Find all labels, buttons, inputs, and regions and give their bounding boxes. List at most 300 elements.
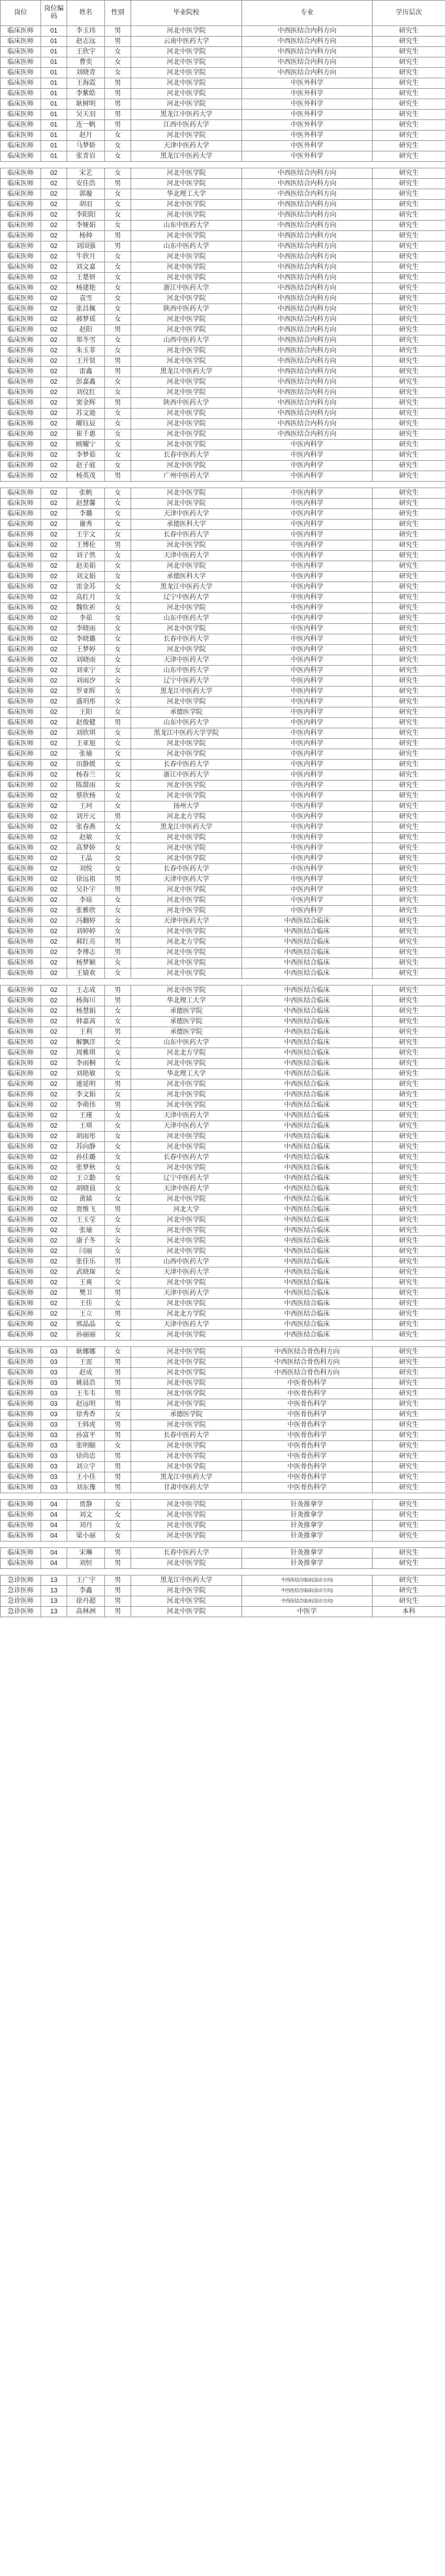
cell-major: 针灸推拿学 bbox=[242, 1521, 373, 1531]
cell-code: 02 bbox=[41, 419, 67, 429]
cell-education: 研究生 bbox=[373, 1100, 445, 1111]
cell-education: 研究生 bbox=[373, 262, 445, 273]
cell-education: 研究生 bbox=[373, 89, 445, 99]
cell-name: 赵远明 bbox=[67, 1399, 105, 1410]
cell-gender: 女 bbox=[105, 1090, 131, 1100]
cell-gender: 女 bbox=[105, 781, 131, 791]
cell-gender: 男 bbox=[105, 471, 131, 482]
cell-code: 02 bbox=[41, 189, 67, 200]
cell-gender: 女 bbox=[105, 676, 131, 687]
cell-position: 临床医师 bbox=[1, 697, 41, 707]
cell-education: 研究生 bbox=[373, 1596, 445, 1607]
cell-major: 中西医结合内科方向 bbox=[242, 335, 373, 346]
table-row bbox=[1, 1347, 445, 1358]
cell-gender: 女 bbox=[105, 645, 131, 655]
cell-major: 中医内科学 bbox=[242, 906, 373, 916]
cell-gender: 女 bbox=[105, 1410, 131, 1420]
cell-education: 研究生 bbox=[373, 78, 445, 89]
cell-code: 02 bbox=[41, 315, 67, 325]
cell-gender: 女 bbox=[105, 440, 131, 450]
cell-name: 刘雨汐 bbox=[67, 676, 105, 687]
cell-school: 河北中医学院 bbox=[131, 325, 242, 335]
cell-education: 研究生 bbox=[373, 603, 445, 613]
table-row bbox=[1, 1121, 445, 1132]
table-row bbox=[1, 1559, 445, 1569]
table-row bbox=[1, 1247, 445, 1257]
cell-school: 华北理工大学 bbox=[131, 189, 242, 200]
cell-name: 牛欣月 bbox=[67, 252, 105, 262]
cell-name: 王立勤 bbox=[67, 1173, 105, 1184]
table-row bbox=[1, 948, 445, 958]
table-row bbox=[1, 707, 445, 718]
cell-name: 王利 bbox=[67, 1027, 105, 1038]
cell-school: 长春中医药大学 bbox=[131, 760, 242, 770]
cell-gender: 女 bbox=[105, 854, 131, 864]
cell-school: 承德医学院 bbox=[131, 1410, 242, 1420]
table-row bbox=[1, 509, 445, 520]
cell-major: 中医内科学 bbox=[242, 718, 373, 728]
table-row bbox=[1, 1163, 445, 1173]
cell-education: 研究生 bbox=[373, 645, 445, 655]
cell-school: 华北理工大学 bbox=[131, 1069, 242, 1079]
cell-school: 陕西中医药大学 bbox=[131, 304, 242, 315]
cell-major: 中医骨伤科学 bbox=[242, 1431, 373, 1441]
cell-name: 郝红亮 bbox=[67, 937, 105, 948]
cell-position: 临床医师 bbox=[1, 801, 41, 812]
cell-major: 中西医结合临床 bbox=[242, 948, 373, 958]
table-row bbox=[1, 200, 445, 210]
table-row bbox=[1, 471, 445, 482]
cell-position: 临床医师 bbox=[1, 1309, 41, 1320]
header-major: 专业 bbox=[242, 1, 373, 26]
table-row bbox=[1, 1027, 445, 1038]
cell-name: 王开贤 bbox=[67, 356, 105, 367]
cell-code: 02 bbox=[41, 1048, 67, 1059]
cell-major: 中西医结合内科方向 bbox=[242, 283, 373, 294]
table-row bbox=[1, 1521, 445, 1531]
cell-code: 02 bbox=[41, 294, 67, 304]
cell-name: 黄婧 bbox=[67, 1194, 105, 1205]
table-row bbox=[1, 488, 445, 499]
cell-code: 02 bbox=[41, 760, 67, 770]
cell-position: 临床医师 bbox=[1, 1451, 41, 1462]
table-row bbox=[1, 1059, 445, 1069]
cell-position: 临床医师 bbox=[1, 1132, 41, 1142]
cell-position: 临床医师 bbox=[1, 388, 41, 398]
cell-school: 天津中医药大学 bbox=[131, 1111, 242, 1121]
cell-major: 中西医结合内科方向 bbox=[242, 294, 373, 304]
cell-gender: 男 bbox=[105, 1399, 131, 1410]
cell-education: 研究生 bbox=[373, 1575, 445, 1586]
cell-gender: 女 bbox=[105, 697, 131, 707]
cell-gender: 女 bbox=[105, 200, 131, 210]
cell-major: 中医内科学 bbox=[242, 812, 373, 822]
cell-code: 02 bbox=[41, 509, 67, 520]
cell-major: 中西医结合临床 bbox=[242, 1027, 373, 1038]
table-row bbox=[1, 89, 445, 99]
table-row bbox=[1, 561, 445, 572]
cell-gender: 女 bbox=[105, 509, 131, 520]
cell-gender: 男 bbox=[105, 948, 131, 958]
cell-code: 02 bbox=[41, 655, 67, 666]
cell-school: 河北中医学院 bbox=[131, 948, 242, 958]
cell-code: 02 bbox=[41, 304, 67, 315]
cell-school: 河北中医学院 bbox=[131, 1079, 242, 1090]
cell-gender: 男 bbox=[105, 120, 131, 131]
cell-school: 山东中医药大学 bbox=[131, 718, 242, 728]
cell-code: 02 bbox=[41, 551, 67, 561]
cell-gender: 女 bbox=[105, 749, 131, 760]
cell-education: 研究生 bbox=[373, 1451, 445, 1462]
cell-name: 李博志 bbox=[67, 948, 105, 958]
table-row bbox=[1, 833, 445, 843]
cell-gender: 女 bbox=[105, 429, 131, 440]
cell-code: 01 bbox=[41, 68, 67, 78]
cell-gender: 男 bbox=[105, 1483, 131, 1493]
cell-code: 02 bbox=[41, 335, 67, 346]
cell-school: 河北中医学院 bbox=[131, 624, 242, 634]
cell-gender: 女 bbox=[105, 419, 131, 429]
cell-gender: 男 bbox=[105, 1027, 131, 1038]
cell-major: 中医外科学 bbox=[242, 99, 373, 110]
cell-code: 03 bbox=[41, 1451, 67, 1462]
cell-position: 临床医师 bbox=[1, 791, 41, 801]
cell-major: 中医内科学 bbox=[242, 666, 373, 676]
cell-gender: 女 bbox=[105, 634, 131, 645]
cell-position: 临床医师 bbox=[1, 822, 41, 833]
cell-gender: 女 bbox=[105, 687, 131, 697]
cell-gender: 女 bbox=[105, 388, 131, 398]
cell-education: 研究生 bbox=[373, 450, 445, 461]
cell-education: 研究生 bbox=[373, 461, 445, 471]
cell-code: 13 bbox=[41, 1575, 67, 1586]
cell-code: 02 bbox=[41, 1153, 67, 1163]
cell-code: 02 bbox=[41, 1121, 67, 1132]
cell-education: 研究生 bbox=[373, 985, 445, 996]
cell-position: 临床医师 bbox=[1, 1410, 41, 1420]
cell-name: 刘立宇 bbox=[67, 1462, 105, 1472]
cell-education: 研究生 bbox=[373, 561, 445, 572]
cell-position: 临床医师 bbox=[1, 916, 41, 927]
table-row bbox=[1, 1472, 445, 1483]
cell-code: 02 bbox=[41, 1299, 67, 1309]
cell-school: 河北中医学院 bbox=[131, 603, 242, 613]
cell-major: 中医内科学 bbox=[242, 440, 373, 450]
cell-education: 研究生 bbox=[373, 1441, 445, 1451]
table-row bbox=[1, 1006, 445, 1017]
cell-school: 河北中医学院 bbox=[131, 1059, 242, 1069]
cell-code: 02 bbox=[41, 906, 67, 916]
table-row bbox=[1, 335, 445, 346]
cell-education: 研究生 bbox=[373, 1038, 445, 1048]
cell-code: 02 bbox=[41, 1173, 67, 1184]
cell-code: 02 bbox=[41, 875, 67, 885]
cell-education: 研究生 bbox=[373, 822, 445, 833]
cell-major: 中医学 bbox=[242, 1607, 373, 1617]
cell-name: 吴扑宇 bbox=[67, 885, 105, 895]
cell-code: 02 bbox=[41, 488, 67, 499]
cell-gender: 女 bbox=[105, 1330, 131, 1341]
cell-code: 02 bbox=[41, 864, 67, 875]
cell-school: 黑龙江中医药大学 bbox=[131, 1472, 242, 1483]
cell-position: 临床医师 bbox=[1, 666, 41, 676]
cell-position: 临床医师 bbox=[1, 1100, 41, 1111]
cell-code: 02 bbox=[41, 1059, 67, 1069]
cell-gender: 女 bbox=[105, 530, 131, 540]
cell-gender: 女 bbox=[105, 728, 131, 739]
table-row bbox=[1, 854, 445, 864]
cell-position: 临床医师 bbox=[1, 429, 41, 440]
cell-major: 中医内科学 bbox=[242, 822, 373, 833]
cell-school: 黑龙江中医药大学 bbox=[131, 582, 242, 593]
cell-school: 天津中医药大学 bbox=[131, 916, 242, 927]
cell-name: 王韦韦 bbox=[67, 1389, 105, 1399]
cell-code: 02 bbox=[41, 499, 67, 509]
cell-code: 02 bbox=[41, 572, 67, 582]
cell-code: 03 bbox=[41, 1462, 67, 1472]
cell-position: 临床医师 bbox=[1, 958, 41, 969]
cell-major: 中西医结合临床 bbox=[242, 1121, 373, 1132]
cell-gender: 女 bbox=[105, 189, 131, 200]
cell-education: 研究生 bbox=[373, 168, 445, 179]
cell-school: 长春中医药大学 bbox=[131, 864, 242, 875]
table-row bbox=[1, 252, 445, 262]
cell-code: 02 bbox=[41, 273, 67, 283]
cell-gender: 女 bbox=[105, 1247, 131, 1257]
cell-gender: 女 bbox=[105, 801, 131, 812]
table-row bbox=[1, 1441, 445, 1451]
cell-code: 02 bbox=[41, 666, 67, 676]
cell-name: 王佳 bbox=[67, 1299, 105, 1309]
cell-code: 02 bbox=[41, 440, 67, 450]
cell-school: 河北中医学院 bbox=[131, 739, 242, 749]
cell-name: 田静媛 bbox=[67, 760, 105, 770]
cell-name: 李晓璐 bbox=[67, 634, 105, 645]
cell-code: 02 bbox=[41, 252, 67, 262]
cell-school: 承德医学院 bbox=[131, 1027, 242, 1038]
cell-code: 02 bbox=[41, 409, 67, 419]
cell-gender: 女 bbox=[105, 822, 131, 833]
cell-major: 中西医结合临床 bbox=[242, 1111, 373, 1121]
cell-major: 中医骨伤科学 bbox=[242, 1410, 373, 1420]
cell-code: 02 bbox=[41, 707, 67, 718]
cell-school: 河北中医学院 bbox=[131, 1389, 242, 1399]
cell-gender: 男 bbox=[105, 540, 131, 551]
cell-code: 02 bbox=[41, 1184, 67, 1194]
cell-position: 临床医师 bbox=[1, 833, 41, 843]
cell-code: 02 bbox=[41, 697, 67, 707]
cell-education: 研究生 bbox=[373, 1006, 445, 1017]
table-row bbox=[1, 520, 445, 530]
cell-name: 王阳 bbox=[67, 707, 105, 718]
cell-position: 临床医师 bbox=[1, 540, 41, 551]
cell-education: 研究生 bbox=[373, 367, 445, 377]
cell-school: 承德医科大学 bbox=[131, 520, 242, 530]
cell-name: 张佳乐 bbox=[67, 1257, 105, 1267]
cell-code: 02 bbox=[41, 325, 67, 335]
cell-education: 研究生 bbox=[373, 120, 445, 131]
cell-education: 研究生 bbox=[373, 634, 445, 645]
cell-gender: 男 bbox=[105, 26, 131, 37]
cell-position: 临床医师 bbox=[1, 1163, 41, 1173]
cell-name: 李茹 bbox=[67, 613, 105, 624]
cell-gender: 男 bbox=[105, 1472, 131, 1483]
cell-gender: 男 bbox=[105, 812, 131, 822]
cell-major: 中医内科学 bbox=[242, 801, 373, 812]
cell-school: 河北中医学院 bbox=[131, 1462, 242, 1472]
cell-name: 杨春兰 bbox=[67, 770, 105, 781]
cell-education: 研究生 bbox=[373, 47, 445, 57]
table-row bbox=[1, 78, 445, 89]
table-row bbox=[1, 1184, 445, 1194]
cell-education: 研究生 bbox=[373, 707, 445, 718]
cell-position: 临床医师 bbox=[1, 985, 41, 996]
cell-major: 中西医结合临床(急诊方向) bbox=[242, 1596, 373, 1607]
table-row bbox=[1, 231, 445, 241]
cell-name: 杨建艳 bbox=[67, 283, 105, 294]
cell-position: 临床医师 bbox=[1, 875, 41, 885]
cell-position: 临床医师 bbox=[1, 1027, 41, 1038]
cell-position: 临床医师 bbox=[1, 1399, 41, 1410]
cell-name: 张帆 bbox=[67, 488, 105, 499]
cell-education: 研究生 bbox=[373, 1358, 445, 1368]
table-row bbox=[1, 398, 445, 409]
cell-position: 临床医师 bbox=[1, 1121, 41, 1132]
cell-education: 研究生 bbox=[373, 1500, 445, 1510]
cell-gender: 女 bbox=[105, 1069, 131, 1079]
cell-position: 急诊医师 bbox=[1, 1596, 41, 1607]
cell-position: 临床医师 bbox=[1, 1288, 41, 1299]
cell-education: 研究生 bbox=[373, 697, 445, 707]
cell-education: 研究生 bbox=[373, 409, 445, 419]
cell-name: 刘开元 bbox=[67, 812, 105, 822]
table-row bbox=[1, 1510, 445, 1521]
cell-education: 研究生 bbox=[373, 1236, 445, 1247]
cell-education: 研究生 bbox=[373, 739, 445, 749]
cell-gender: 女 bbox=[105, 262, 131, 273]
table-row bbox=[1, 1069, 445, 1079]
cell-major: 中西医结合临床 bbox=[242, 1163, 373, 1173]
cell-major: 中医内科学 bbox=[242, 603, 373, 613]
cell-position: 临床医师 bbox=[1, 179, 41, 189]
cell-code: 02 bbox=[41, 1257, 67, 1267]
cell-major: 中西医结合内科方向 bbox=[242, 68, 373, 78]
cell-name: 梁小丽 bbox=[67, 1531, 105, 1542]
table-row bbox=[1, 1309, 445, 1320]
table-row bbox=[1, 1153, 445, 1163]
cell-position: 临床医师 bbox=[1, 948, 41, 958]
cell-school: 河北中医学院 bbox=[131, 958, 242, 969]
cell-gender: 女 bbox=[105, 843, 131, 854]
cell-gender: 女 bbox=[105, 520, 131, 530]
cell-code: 02 bbox=[41, 822, 67, 833]
cell-major: 中医内科学 bbox=[242, 471, 373, 482]
cell-position: 临床医师 bbox=[1, 1299, 41, 1309]
cell-education: 研究生 bbox=[373, 1399, 445, 1410]
cell-major: 中医内科学 bbox=[242, 582, 373, 593]
cell-position: 临床医师 bbox=[1, 409, 41, 419]
cell-school: 河北中医学院 bbox=[131, 1378, 242, 1389]
table-row bbox=[1, 812, 445, 822]
cell-major: 中西医结合内科方向 bbox=[242, 241, 373, 252]
cell-code: 02 bbox=[41, 1132, 67, 1142]
cell-school: 河北中医学院 bbox=[131, 78, 242, 89]
cell-position: 临床医师 bbox=[1, 151, 41, 162]
cell-school: 长春中医药大学 bbox=[131, 530, 242, 540]
table-row bbox=[1, 1090, 445, 1100]
cell-education: 研究生 bbox=[373, 843, 445, 854]
cell-code: 02 bbox=[41, 958, 67, 969]
cell-name: 张瑜 bbox=[67, 1226, 105, 1236]
cell-position: 临床医师 bbox=[1, 1215, 41, 1226]
cell-school: 河北中医学院 bbox=[131, 1420, 242, 1431]
cell-major: 中西医结合内科方向 bbox=[242, 273, 373, 283]
cell-name: 李鑫 bbox=[67, 1586, 105, 1596]
cell-position: 临床医师 bbox=[1, 1462, 41, 1472]
cell-gender: 男 bbox=[105, 231, 131, 241]
cell-education: 研究生 bbox=[373, 57, 445, 68]
cell-position: 临床医师 bbox=[1, 645, 41, 655]
table-row bbox=[1, 613, 445, 624]
cell-position: 临床医师 bbox=[1, 189, 41, 200]
cell-school: 天津中医药大学 bbox=[131, 141, 242, 151]
cell-position: 临床医师 bbox=[1, 624, 41, 634]
header-education: 学历层次 bbox=[373, 1, 445, 26]
cell-gender: 女 bbox=[105, 551, 131, 561]
cell-position: 临床医师 bbox=[1, 499, 41, 509]
cell-school: 河北中医学院 bbox=[131, 231, 242, 241]
cell-education: 研究生 bbox=[373, 231, 445, 241]
cell-school: 河北中医学院 bbox=[131, 488, 242, 499]
cell-position: 临床医师 bbox=[1, 488, 41, 499]
spacer-cell bbox=[1, 162, 445, 168]
cell-name: 周雅琪 bbox=[67, 1048, 105, 1059]
cell-gender: 男 bbox=[105, 1596, 131, 1607]
cell-position: 临床医师 bbox=[1, 718, 41, 728]
cell-name: 刘恒 bbox=[67, 1559, 105, 1569]
cell-position: 临床医师 bbox=[1, 676, 41, 687]
cell-education: 研究生 bbox=[373, 1027, 445, 1038]
cell-education: 研究生 bbox=[373, 1069, 445, 1079]
cell-code: 02 bbox=[41, 1038, 67, 1048]
cell-major: 中西医结合临床 bbox=[242, 1247, 373, 1257]
cell-school: 山东中医药大学 bbox=[131, 221, 242, 231]
cell-education: 研究生 bbox=[373, 613, 445, 624]
cell-major: 中医内科学 bbox=[242, 697, 373, 707]
cell-major: 中西医结合内科方向 bbox=[242, 189, 373, 200]
cell-position: 临床医师 bbox=[1, 1368, 41, 1378]
cell-gender: 女 bbox=[105, 273, 131, 283]
cell-gender: 女 bbox=[105, 141, 131, 151]
cell-education: 研究生 bbox=[373, 1079, 445, 1090]
cell-position: 临床医师 bbox=[1, 551, 41, 561]
cell-code: 02 bbox=[41, 377, 67, 388]
cell-education: 研究生 bbox=[373, 875, 445, 885]
cell-name: 王海霞 bbox=[67, 78, 105, 89]
cell-gender: 女 bbox=[105, 582, 131, 593]
cell-major: 针灸推拿学 bbox=[242, 1548, 373, 1559]
cell-name: 雷鑫 bbox=[67, 367, 105, 377]
cell-major: 针灸推拿学 bbox=[242, 1500, 373, 1510]
cell-code: 02 bbox=[41, 1017, 67, 1027]
cell-gender: 女 bbox=[105, 1142, 131, 1153]
cell-major: 中医骨伤科学 bbox=[242, 1472, 373, 1483]
cell-code: 02 bbox=[41, 520, 67, 530]
cell-position: 临床医师 bbox=[1, 356, 41, 367]
table-row bbox=[1, 367, 445, 377]
cell-school: 天津中医药大学 bbox=[131, 1267, 242, 1278]
cell-major: 中西医结合临床 bbox=[242, 958, 373, 969]
